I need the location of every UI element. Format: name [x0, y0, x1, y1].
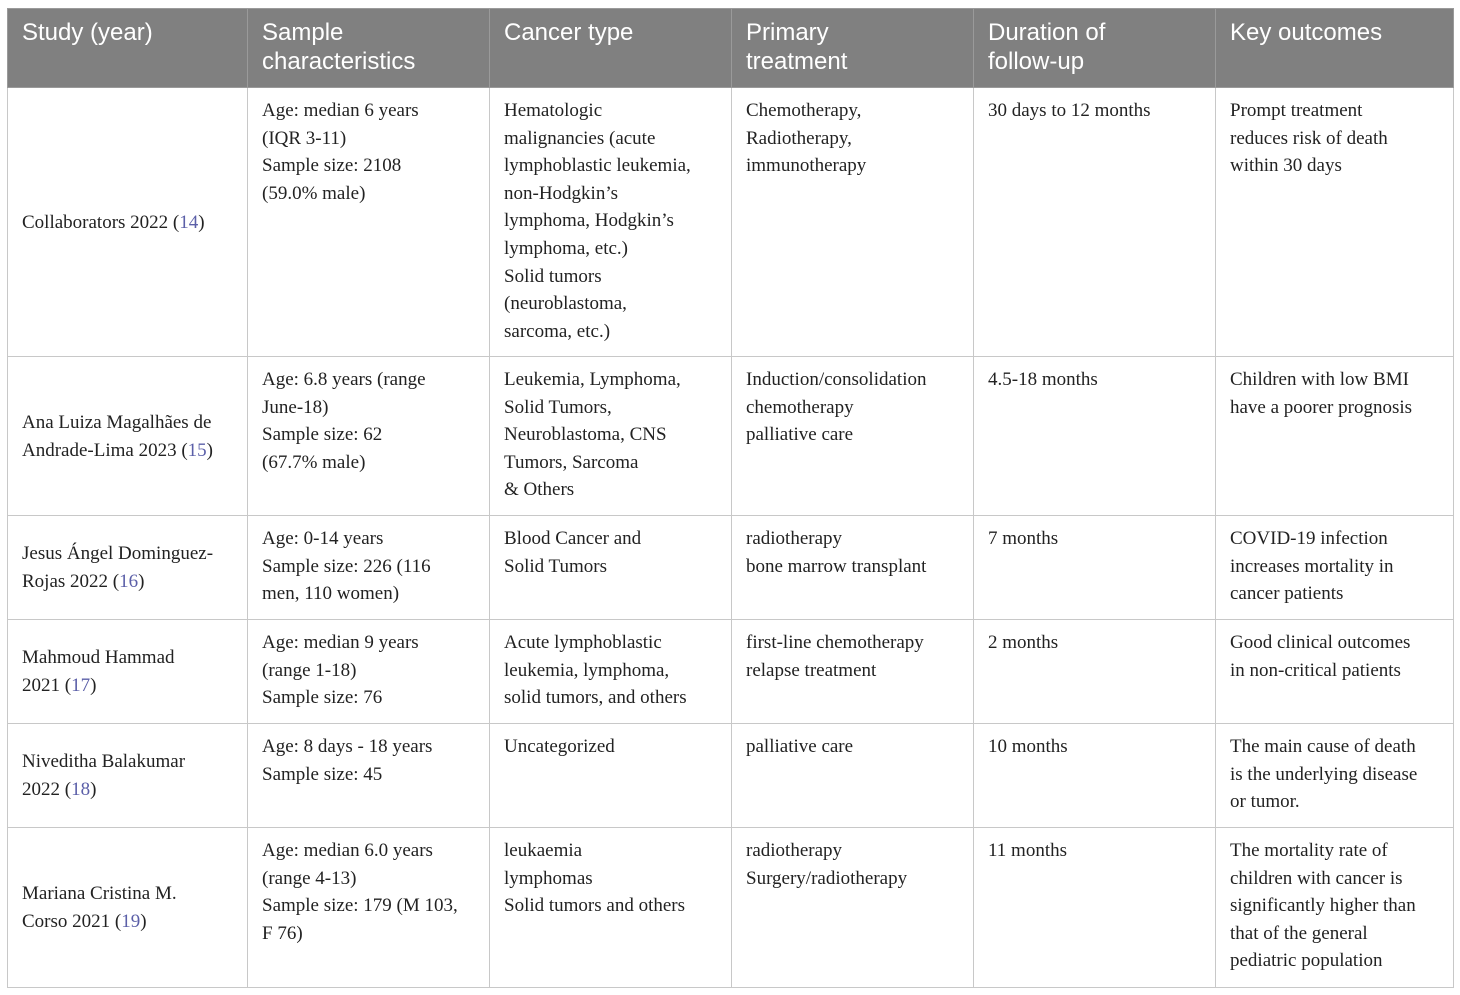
study-text: Corso 2021 (: [22, 911, 122, 932]
header-study: [8, 9, 248, 88]
cell-study: [8, 516, 248, 620]
sample-line: Age: 6.8 years (range: [262, 369, 426, 390]
treatment-line: palliative care: [746, 424, 854, 446]
study-text: ): [90, 675, 97, 696]
header-line: Study (year): [22, 19, 153, 46]
outcomes-line: within 30 days: [1230, 155, 1342, 177]
sample-line: June-18): [262, 396, 329, 418]
study-line: [22, 776, 233, 804]
cell-treatment: [732, 724, 974, 828]
cancer-line: solid tumors, and others: [504, 687, 687, 709]
cell-outcomes: [1216, 724, 1454, 828]
sample-line: Age: median 9 years: [262, 632, 419, 653]
cell-sample: [248, 516, 490, 620]
study-line: [22, 908, 233, 936]
sample-line: (range 1-18): [262, 659, 357, 681]
header-line: characteristics: [262, 48, 416, 75]
header-line: Sample: [262, 19, 344, 46]
study-text: Mariana Cristina M.: [22, 883, 177, 905]
treatment-line: Surgery/radiotherapy: [746, 867, 908, 889]
cancer-line: Solid Tumors: [504, 555, 607, 577]
cancer-line: Solid tumors and others: [504, 895, 686, 917]
cell-treatment: [732, 620, 974, 724]
sample-line: Sample size: 2108: [262, 155, 402, 177]
cancer-line: Hematologic: [504, 100, 603, 121]
sample-line: Sample size: 45: [262, 763, 383, 785]
outcomes-line: significantly higher than: [1230, 895, 1416, 917]
cell-sample: [248, 88, 490, 357]
study-text: Jesus Ángel Dominguez-: [22, 543, 214, 565]
sample-line: (IQR 3-11): [262, 127, 347, 149]
cancer-line: (neuroblastoma,: [504, 293, 627, 315]
sample-line: (59.0% male): [262, 182, 366, 204]
duration-line: 4.5-18 months: [988, 369, 1098, 390]
outcomes-line: children with cancer is: [1230, 867, 1403, 889]
outcomes-line: The mortality rate of: [1230, 840, 1388, 861]
study-text: Niveditha Balakumar: [22, 751, 186, 773]
study-line: [22, 409, 233, 437]
header-treatment: [732, 9, 974, 88]
study-text: ): [140, 911, 147, 932]
cell-study: [8, 88, 248, 357]
treatment-line: Chemotherapy,: [746, 100, 862, 121]
sample-line: Age: 0-14 years: [262, 528, 384, 549]
sample-line: Sample size: 179 (M 103,: [262, 895, 458, 917]
cancer-line: lymphoma, etc.): [504, 237, 628, 259]
study-text: ): [138, 571, 145, 592]
cell-duration: [974, 724, 1216, 828]
cell-cancer: [490, 828, 732, 988]
sample-line: F 76): [262, 922, 303, 944]
study-text: Mahmoud Hammad: [22, 647, 175, 669]
sample-line: (range 4-13): [262, 867, 357, 889]
study-line: [22, 880, 233, 908]
reference-link[interactable]: 19: [121, 911, 141, 932]
treatment-line: Induction/consolidation: [746, 369, 927, 390]
outcomes-line: is the underlying disease: [1230, 763, 1418, 785]
header-line: Key outcomes: [1230, 19, 1383, 46]
outcomes-line: Children with low BMI: [1230, 369, 1409, 390]
outcomes-line: reduces risk of death: [1230, 127, 1388, 149]
reference-link[interactable]: 16: [119, 571, 139, 592]
cancer-line: Leukemia, Lymphoma,: [504, 369, 681, 390]
outcomes-line: Prompt treatment: [1230, 100, 1363, 121]
table-body: [8, 88, 1454, 988]
study-line: [22, 568, 233, 596]
study-line: [22, 672, 233, 700]
outcomes-line: pediatric population: [1230, 950, 1383, 972]
cell-sample: [248, 357, 490, 516]
cancer-line: Acute lymphoblastic: [504, 632, 662, 653]
header-line: treatment: [746, 48, 848, 75]
study-line: [22, 748, 233, 776]
cell-duration: [974, 88, 1216, 357]
outcomes-line: Good clinical outcomes: [1230, 632, 1411, 653]
cell-duration: [974, 516, 1216, 620]
treatment-line: chemotherapy: [746, 396, 854, 418]
cancer-line: Solid tumors: [504, 265, 602, 287]
table-row: [8, 88, 1454, 357]
treatment-line: radiotherapy: [746, 840, 843, 861]
cancer-line: non-Hodgkin’s: [504, 182, 618, 204]
reference-link[interactable]: 17: [71, 675, 91, 696]
cell-duration: [974, 828, 1216, 988]
study-text: Andrade-Lima 2023 (: [22, 439, 188, 461]
cell-outcomes: [1216, 516, 1454, 620]
reference-link[interactable]: 14: [179, 211, 199, 233]
cell-cancer: [490, 516, 732, 620]
cell-treatment: [732, 357, 974, 516]
sample-line: Age: median 6.0 years: [262, 840, 433, 861]
cell-duration: [974, 620, 1216, 724]
cell-outcomes: [1216, 828, 1454, 988]
cell-cancer: [490, 88, 732, 357]
header-line: Duration of: [988, 19, 1106, 46]
cell-outcomes: [1216, 357, 1454, 516]
duration-line: 30 days to 12 months: [988, 100, 1151, 121]
sample-line: men, 110 women): [262, 583, 400, 605]
outcomes-line: COVID-19 infection: [1230, 528, 1388, 549]
sample-line: (67.7% male): [262, 451, 366, 473]
outcomes-line: in non-critical patients: [1230, 659, 1401, 681]
header-cancer: [490, 9, 732, 88]
outcomes-line: or tumor.: [1230, 791, 1300, 813]
cell-sample: [248, 828, 490, 988]
study-line: [22, 209, 233, 237]
treatment-line: first-line chemotherapy: [746, 632, 924, 653]
cell-cancer: [490, 724, 732, 828]
cancer-line: Uncategorized: [504, 736, 615, 757]
cell-duration: [974, 357, 1216, 516]
cell-treatment: [732, 88, 974, 357]
cell-treatment: [732, 516, 974, 620]
treatment-line: relapse treatment: [746, 659, 877, 681]
cancer-line: Solid Tumors,: [504, 396, 612, 418]
study-text: Collaborators 2022 (: [22, 211, 180, 233]
table-row: [8, 516, 1454, 620]
study-text: ): [198, 211, 205, 233]
treatment-line: Radiotherapy,: [746, 127, 852, 149]
sample-line: Sample size: 226 (116: [262, 555, 431, 577]
cancer-line: malignancies (acute: [504, 127, 656, 149]
treatment-line: radiotherapy: [746, 528, 843, 549]
duration-line: 7 months: [988, 528, 1059, 549]
treatment-line: palliative care: [746, 736, 854, 757]
cell-outcomes: [1216, 88, 1454, 357]
cell-study: [8, 724, 248, 828]
cell-study: [8, 357, 248, 516]
header-line: follow-up: [988, 48, 1085, 75]
table-row: [8, 828, 1454, 988]
cell-treatment: [732, 828, 974, 988]
reference-link[interactable]: 18: [71, 779, 91, 800]
study-line: [22, 644, 233, 672]
cancer-line: lymphoma, Hodgkin’s: [504, 210, 674, 232]
cancer-line: leukaemia: [504, 840, 583, 861]
cancer-line: lymphomas: [504, 867, 593, 889]
sample-line: Age: median 6 years: [262, 100, 419, 121]
duration-line: 2 months: [988, 632, 1059, 653]
study-text: 2021 (: [22, 675, 72, 696]
study-text: Rojas 2022 (: [22, 571, 120, 592]
cell-sample: [248, 724, 490, 828]
header-outcomes: [1216, 9, 1454, 88]
study-text: ): [90, 779, 97, 800]
treatment-line: immunotherapy: [746, 155, 867, 177]
reference-link[interactable]: 15: [187, 439, 207, 461]
cancer-line: Neuroblastoma, CNS: [504, 424, 667, 446]
cancer-line: leukemia, lymphoma,: [504, 659, 670, 681]
table-row: [8, 357, 1454, 516]
study-text: Ana Luiza Magalhães de: [22, 411, 212, 433]
studies-table: [7, 8, 1454, 988]
cell-cancer: [490, 357, 732, 516]
outcomes-line: have a poorer prognosis: [1230, 396, 1413, 418]
study-text: 2022 (: [22, 779, 72, 800]
sample-line: Age: 8 days - 18 years: [262, 736, 433, 757]
study-text: ): [206, 439, 213, 461]
study-line: [22, 437, 233, 465]
cell-study: [8, 828, 248, 988]
cell-cancer: [490, 620, 732, 724]
outcomes-line: The main cause of death: [1230, 736, 1416, 757]
study-line: [22, 540, 233, 568]
cell-outcomes: [1216, 620, 1454, 724]
header-line: Primary: [746, 19, 829, 46]
cancer-line: Tumors, Sarcoma: [504, 451, 639, 473]
outcomes-line: cancer patients: [1230, 583, 1344, 605]
header-line: Cancer type: [504, 19, 634, 46]
sample-line: Sample size: 76: [262, 687, 383, 709]
duration-line: 11 months: [988, 840, 1067, 861]
cell-study: [8, 620, 248, 724]
cancer-line: & Others: [504, 479, 575, 501]
treatment-line: bone marrow transplant: [746, 555, 927, 577]
duration-line: 10 months: [988, 736, 1068, 757]
header-row: [8, 9, 1454, 88]
header-sample: [248, 9, 490, 88]
outcomes-line: increases mortality in: [1230, 555, 1394, 577]
cell-sample: [248, 620, 490, 724]
cancer-line: sarcoma, etc.): [504, 320, 611, 342]
sample-line: Sample size: 62: [262, 424, 383, 446]
cancer-line: Blood Cancer and: [504, 528, 642, 549]
header-duration: [974, 9, 1216, 88]
table-row: [8, 724, 1454, 828]
outcomes-line: that of the general: [1230, 922, 1368, 944]
cancer-line: lymphoblastic leukemia,: [504, 155, 691, 177]
table-row: [8, 620, 1454, 724]
